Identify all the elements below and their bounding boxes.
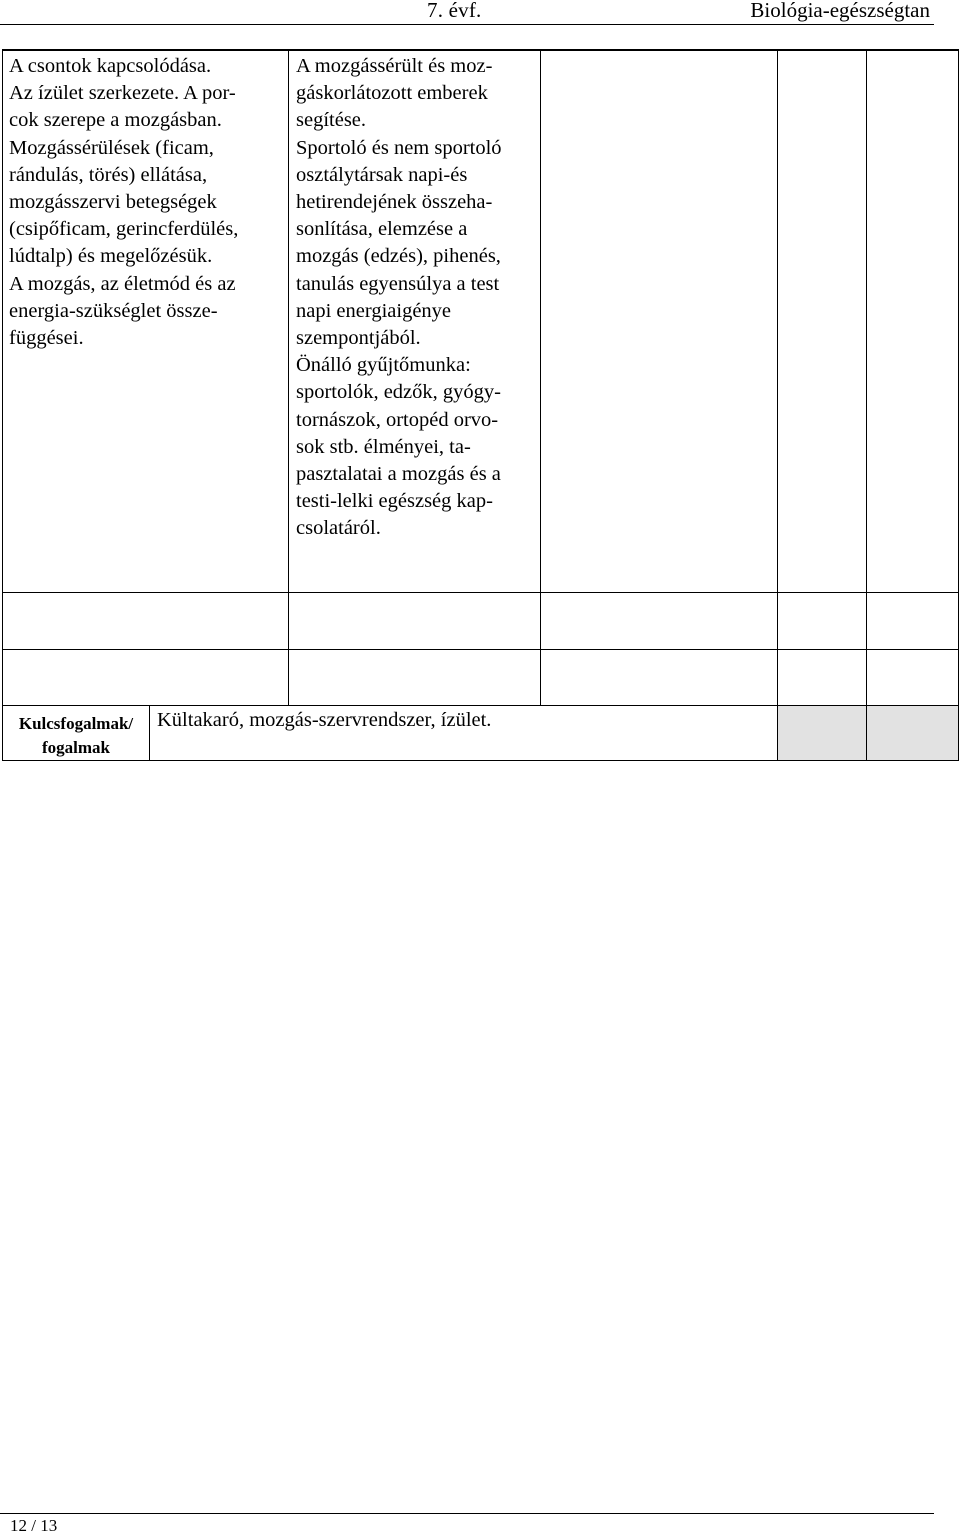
activity-line: hetirendejének összeha- [296, 191, 493, 214]
row-divider-2 [2, 649, 959, 650]
activity-line: sok stb. élményei, ta- [296, 435, 471, 458]
activity-line: napi energiaigénye [296, 299, 452, 322]
key-label-divider [149, 705, 150, 760]
content-line: A csontok kapcsolódása. [9, 55, 212, 77]
activity-line: osztálytársak napi-és [296, 163, 468, 186]
activity-line: mozgás (edzés), pihenés, [296, 245, 501, 268]
col-border-right [958, 49, 959, 760]
page-header [0, 0, 934, 25]
content-line: rándulás, törés) ellátása, [9, 163, 208, 186]
grade-label: 7. évf. [427, 0, 482, 22]
col-border-4 [866, 49, 867, 760]
col-border-2 [540, 49, 541, 705]
activity-cell [296, 53, 502, 543]
activity-line: csolatáról. [296, 517, 381, 540]
content-line: (csipőficam, gerincferdülés, [9, 218, 239, 241]
key-concepts-text: Kültakaró, mozgás-szervrendszer, ízület. [157, 709, 492, 731]
activity-line: testi-lelki egészség kap- [296, 490, 493, 513]
page-number: 12 / 13 [10, 1516, 58, 1535]
table-bottom-border [2, 760, 959, 761]
table-top-border [2, 49, 959, 51]
col-border-3 [777, 49, 778, 760]
activity-line: szempontjából. [296, 327, 421, 350]
activity-line: tanulás egyensúlya a test [296, 272, 500, 295]
key-concepts-label [4, 712, 148, 760]
content-line: A mozgás, az életmód és az [9, 272, 236, 295]
content-line: Az ízület szerkezete. A por- [9, 82, 236, 105]
col-border-1 [288, 49, 289, 705]
content-line: lúdtalp) és megelőzésük. [9, 245, 213, 268]
activity-line: Sportoló és nem sportoló [296, 136, 502, 159]
shaded-cell-2 [867, 706, 958, 760]
activity-line: segítése. [296, 109, 367, 132]
activity-line: sportolók, edzők, gyógy- [296, 381, 501, 404]
row-divider-1 [2, 592, 959, 593]
activity-line: pasztalatai a mozgás és a [296, 463, 501, 486]
content-line: Mozgássérülések (ficam, [9, 136, 214, 159]
content-line: cok szerepe a mozgásban. [9, 109, 222, 132]
content-cell [9, 53, 238, 352]
footer-rule [0, 1513, 934, 1514]
activity-line: A mozgássérült és moz- [296, 55, 493, 77]
key-concepts-label-line1: Kulcsfogalmak/ [18, 714, 134, 733]
shaded-cell-1 [778, 706, 866, 760]
content-line: függései. [9, 327, 84, 350]
content-line: energia-szükséglet össze- [9, 299, 218, 322]
activity-line: sonlítása, elemzése a [296, 218, 468, 241]
activity-line: gáskorlátozott emberek [296, 82, 488, 105]
activity-line: tornászok, ortopéd orvo- [296, 408, 499, 431]
col-border-left [2, 49, 3, 760]
activity-line: Önálló gyűjtőmunka: [296, 354, 471, 377]
content-line: mozgásszervi betegségek [9, 191, 217, 214]
subject-label: Biológia-egészségtan [750, 0, 930, 22]
key-concepts-label-line2: fogalmak [42, 738, 110, 757]
